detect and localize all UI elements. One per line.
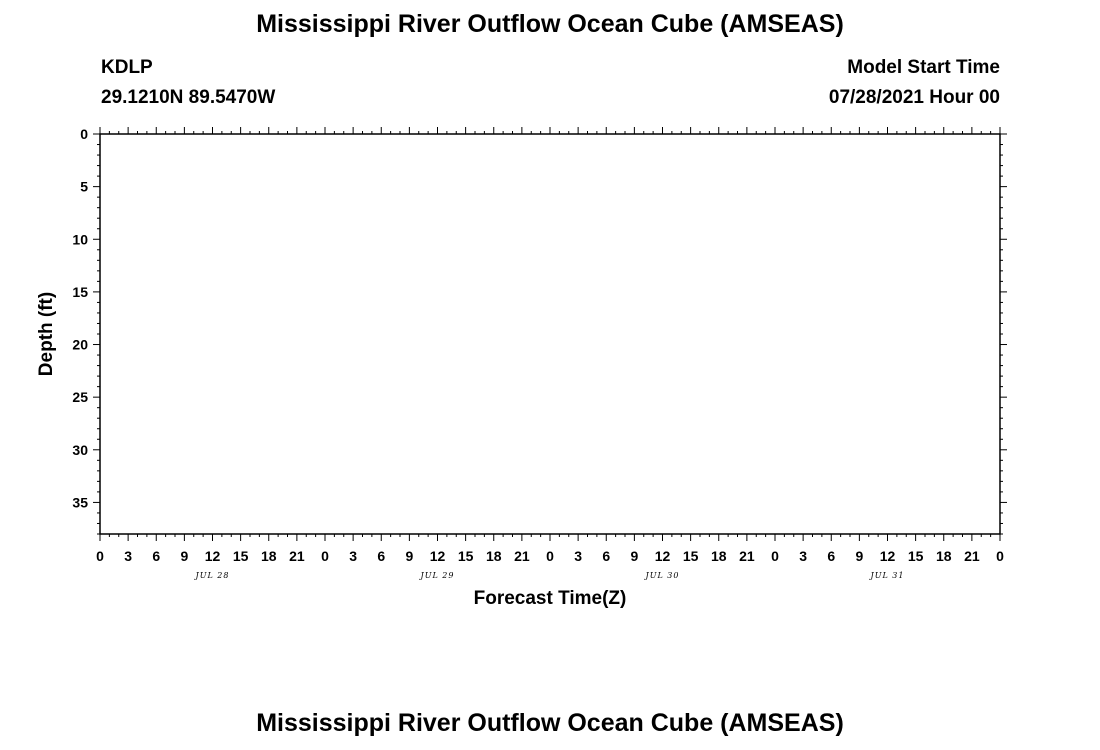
x-tick-label: 18 bbox=[485, 548, 502, 564]
model-start-label: Model Start Time bbox=[847, 57, 1000, 78]
y-tick-label: 15 bbox=[72, 283, 88, 300]
y-axis bbox=[72, 126, 1007, 534]
station-coordinates: 29.1210N 89.5470W bbox=[101, 87, 276, 108]
x-tick-label: 6 bbox=[377, 548, 386, 564]
date-label: JUL 30 bbox=[645, 571, 680, 580]
x-tick-label: 9 bbox=[630, 548, 639, 564]
y-tick-label: 20 bbox=[72, 336, 88, 353]
x-tick-label: 3 bbox=[124, 548, 133, 564]
date-labels bbox=[194, 571, 905, 580]
x-tick-label: 9 bbox=[855, 548, 864, 564]
y-tick-label: 35 bbox=[72, 494, 88, 511]
x-axis bbox=[96, 127, 1004, 564]
y-axis-title: Depth (ft) bbox=[36, 291, 57, 377]
x-tick-label: 18 bbox=[710, 548, 727, 564]
date-label: JUL 28 bbox=[195, 571, 230, 580]
x-tick-label: 6 bbox=[152, 548, 161, 564]
x-tick-label: 15 bbox=[457, 548, 474, 564]
x-tick-label: 9 bbox=[405, 548, 414, 564]
x-tick-label: 12 bbox=[879, 548, 896, 564]
x-tick-label: 3 bbox=[349, 548, 358, 564]
x-tick-label: 18 bbox=[935, 548, 952, 564]
x-tick-label: 15 bbox=[232, 548, 249, 564]
x-tick-label: 12 bbox=[654, 548, 671, 564]
x-tick-label: 21 bbox=[289, 548, 305, 564]
x-tick-label: 3 bbox=[574, 548, 583, 564]
x-tick-label: 15 bbox=[682, 548, 699, 564]
x-tick-label: 6 bbox=[827, 548, 836, 564]
x-tick-label: 0 bbox=[321, 548, 329, 564]
y-tick-label: 25 bbox=[72, 389, 88, 406]
model-start-time: 07/28/2021 Hour 00 bbox=[828, 87, 1000, 108]
x-tick-label: 21 bbox=[514, 548, 530, 564]
station-id: KDLP bbox=[101, 57, 153, 78]
date-label: JUL 29 bbox=[420, 571, 455, 580]
y-tick-label: 10 bbox=[72, 231, 88, 248]
x-tick-label: 0 bbox=[996, 548, 1004, 564]
x-tick-label: 6 bbox=[602, 548, 611, 564]
date-label: JUL 31 bbox=[870, 571, 905, 580]
x-tick-label: 21 bbox=[964, 548, 980, 564]
x-tick-label: 21 bbox=[739, 548, 755, 564]
plot-frame bbox=[100, 134, 1000, 534]
x-tick-label: 9 bbox=[180, 548, 189, 564]
x-tick-label: 12 bbox=[204, 548, 221, 564]
x-tick-label: 3 bbox=[799, 548, 808, 564]
x-tick-label: 0 bbox=[546, 548, 554, 564]
x-axis-title: Forecast Time(Z) bbox=[473, 588, 627, 609]
y-tick-label: 5 bbox=[80, 178, 88, 195]
y-tick-label: 0 bbox=[80, 126, 88, 142]
footer-title: Mississippi River Outflow Ocean Cube (AMSEAS) bbox=[256, 709, 844, 737]
x-tick-label: 12 bbox=[429, 548, 446, 564]
chart-title: Mississippi River Outflow Ocean Cube (AMSEAS) bbox=[256, 10, 844, 38]
x-tick-label: 15 bbox=[907, 548, 924, 564]
x-tick-label: 0 bbox=[96, 548, 104, 564]
x-tick-label: 18 bbox=[260, 548, 277, 564]
x-tick-label: 0 bbox=[771, 548, 779, 564]
y-tick-label: 30 bbox=[72, 441, 88, 458]
